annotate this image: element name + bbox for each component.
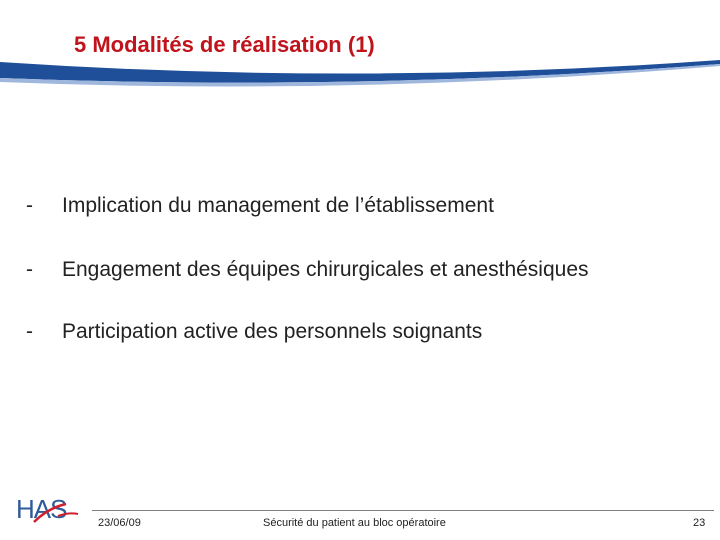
bullet-marker: -	[26, 194, 33, 217]
list-item	[0, 194, 720, 234]
bullet-marker: -	[26, 320, 33, 343]
footer-date: 23/06/09	[98, 517, 141, 529]
bullet-text: Participation active des personnels soignants	[62, 320, 483, 343]
slide-title: 5 Modalités de réalisation (1)	[74, 32, 375, 57]
header-swoosh	[0, 56, 720, 96]
page-number: 23	[693, 517, 706, 529]
svg-text:HAS: HAS	[16, 494, 67, 524]
bullet-text: Implication du management de l’établissement	[62, 194, 494, 217]
footer-divider	[92, 510, 714, 511]
bullet-text: Engagement des équipes chirurgicales et anesthésiques	[62, 258, 589, 281]
list-item	[0, 320, 720, 360]
has-logo	[14, 494, 80, 524]
list-item	[0, 258, 720, 298]
footer-caption: Sécurité du patient au bloc opératoire	[263, 517, 446, 529]
bullet-marker: -	[26, 258, 33, 281]
